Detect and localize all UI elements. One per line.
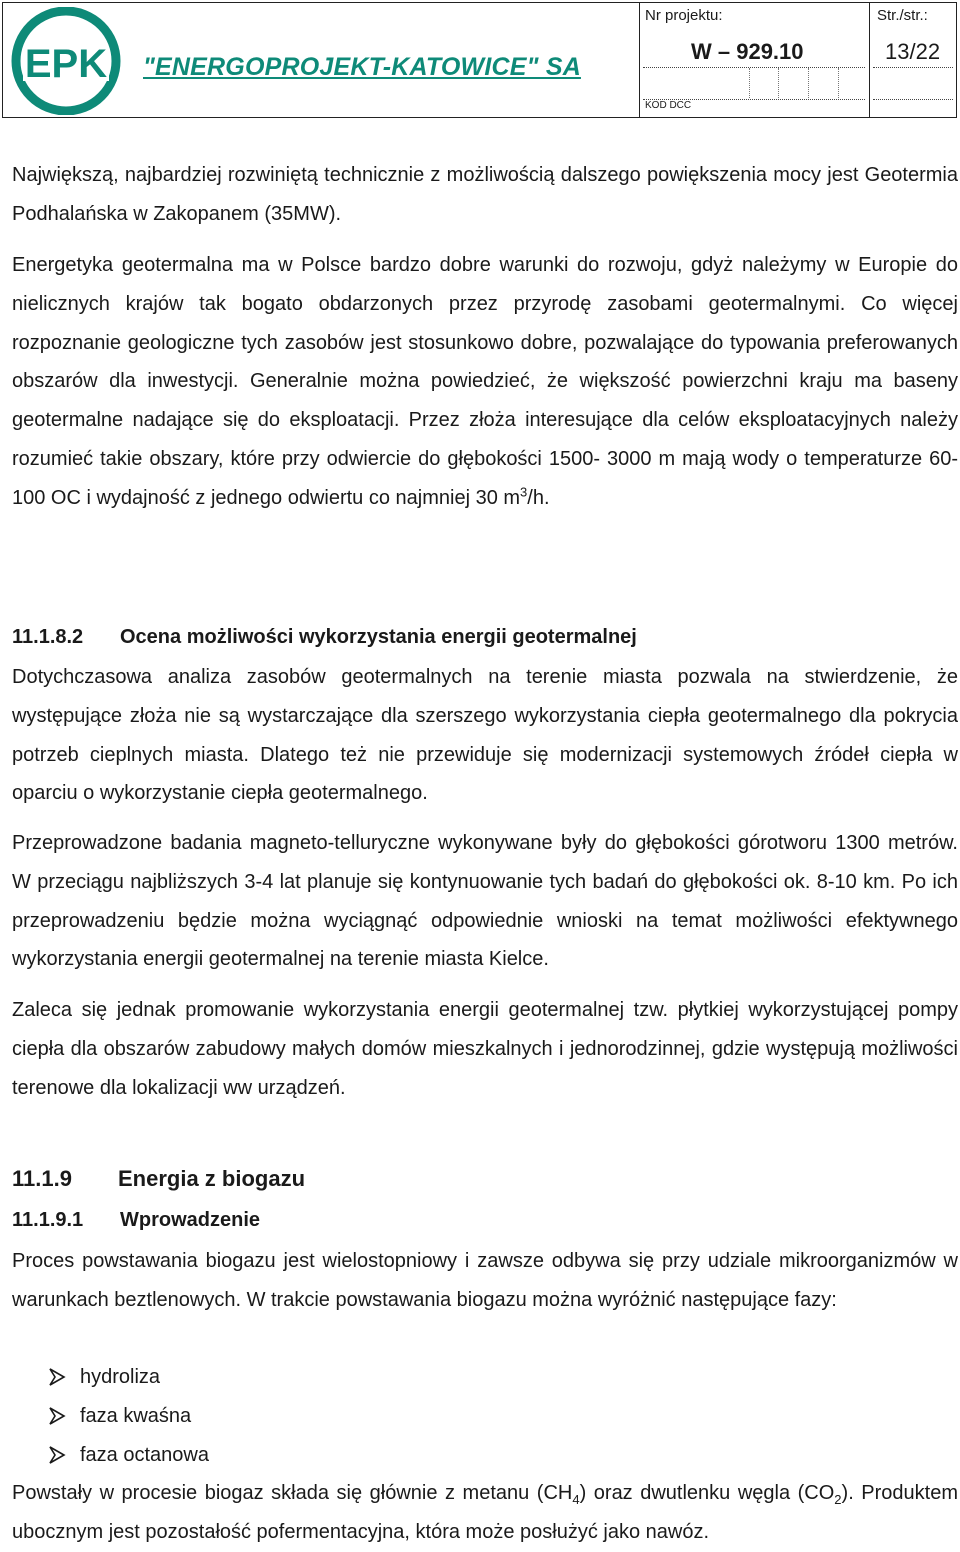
project-number: W – 929.10 xyxy=(691,39,804,64)
arrow-bullet-icon xyxy=(48,1406,66,1426)
section-number: 11.1.9.1 xyxy=(12,1209,84,1231)
list-item-label: faza octanowa xyxy=(80,1443,209,1466)
paragraph: Największą, najbardziej rozwiniętą technicznie z możliwością dalszego powiększenia mocy jest Geotermia Podhalańska w Zakopanem (35MW). xyxy=(12,164,958,225)
subscript: 2 xyxy=(834,1492,842,1507)
paragraph-text: /h. xyxy=(527,486,550,509)
document-header xyxy=(2,2,957,118)
paragraph: Proces powstawania biogazu jest wielostopniowy i zawsze odbywa się przy udziale mikroorganizmów w warunkach beztlenowych. W trakcie powstawania biogazu można wyróżnić następujące fazy: xyxy=(12,1250,958,1311)
section-title: Wprowadzenie xyxy=(120,1209,261,1231)
list-item xyxy=(48,1397,209,1436)
company-name: "ENERGOPROJEKT-KATOWICE" SA xyxy=(143,53,581,81)
logo-text: EPK xyxy=(24,42,108,86)
code-cells xyxy=(749,68,870,98)
kod-dcc-label: KOD DCC xyxy=(645,100,692,111)
subsection-heading xyxy=(12,1209,260,1232)
company-logo-block xyxy=(3,3,640,117)
arrow-bullet-icon xyxy=(48,1367,66,1387)
phase-list xyxy=(48,1358,209,1474)
section-number: 11.1.9 xyxy=(12,1166,72,1191)
section-heading xyxy=(12,1166,305,1192)
superscript: 3 xyxy=(520,484,528,500)
paragraph: Zaleca się jednak promowanie wykorzystania energii geotermalnej tzw. płytkiej wykorzystującej pompy ciepła dla obszarów zabudowy małych domów mieszkalnych i jednorodzinnej, gdzie występują możliwości terenowe dla lokalizacji ww urządzeń. xyxy=(12,999,958,1099)
paragraph xyxy=(12,1474,958,1552)
section-title: Energia z biogazu xyxy=(118,1166,306,1191)
section-heading xyxy=(12,626,637,649)
list-item xyxy=(48,1436,209,1475)
section-title: Ocena możliwości wykorzystania energii geotermalnej xyxy=(120,626,637,648)
list-item xyxy=(48,1358,209,1397)
list-item-label: hydroliza xyxy=(80,1366,161,1388)
paragraph: Dotychczasowa analiza zasobów geotermalnych na terenie miasta pozwala na stwierdzenie, że występujące złoża nie są wystarczające dla szerszego wykorzystania ciepła geotermalnego dla pokrycia potrzeb cieplnych miasta. Dlatego też nie przewiduje się modernizacji systemowych źródeł ciepła w oparciu o wykorzystanie ciepła geotermalnego. xyxy=(12,666,958,805)
paragraph-text: Powstały w procesie biogaz składa się głównie z metanu (CH xyxy=(12,1482,573,1504)
paragraph-text: ). Produktem ubocznym jest pozostałość pofermentacyjna, która może posłużyć jako nawóz. xyxy=(12,1482,958,1543)
paragraph xyxy=(12,246,958,518)
page-number: 13/22 xyxy=(885,39,941,64)
page-label: Str./str.: xyxy=(877,7,928,24)
page-number-block xyxy=(869,3,957,117)
section-number: 11.1.8.2 xyxy=(12,626,84,648)
list-item-label: faza kwaśna xyxy=(80,1404,192,1427)
project-label: Nr projektu: xyxy=(645,7,723,24)
subscript: 4 xyxy=(572,1492,580,1507)
paragraph-text: Energetyka geotermalna ma w Polsce bardzo dobre warunki do rozwoju, gdyż należymy w Europie do nielicznych krajów tak bogato obdarzonych przez przyrodę zasobami geotermalnymi. Co więcej rozpoznanie geologiczne tych zasobów jest stosunkowo dobre, pozwalające do typowania preferowanych obszarów dla inwestycji. Generalnie można powiedzieć, że większość powierzchni kraju ma baseny geotermalne nadające się do eksploatacji. Przez złoża interesujące dla celów eksploatacyjnych należy rozumieć takie obszary, które przy odwiercie do głębokości 1500- 3000 m mają wody o temperaturze 60- 100 OC i wydajność z jednego odwiertu co najmniej 30 m xyxy=(12,254,958,509)
arrow-bullet-icon xyxy=(48,1445,66,1465)
paragraph: Przeprowadzone badania magneto-telluryczne wykonywane były do głębokości górotworu 1300 metrów. W przeciągu najbliższych 3-4 lat planuje się kontynuowanie tych badań do głębokości ok. 8-10 km. Po ich przeprowadzeniu będzie można wyciągnąć odpowiednie wnioski na temat możliwości efektywnego wykorzystania energii geotermalnej na terenie miasta Kielce. xyxy=(12,832,958,971)
project-number-block xyxy=(639,3,870,117)
epk-logo-icon xyxy=(11,7,121,115)
paragraph-text: ) oraz dwutlenku węgla (CO xyxy=(579,1482,835,1504)
divider xyxy=(873,99,953,100)
divider xyxy=(873,67,953,68)
